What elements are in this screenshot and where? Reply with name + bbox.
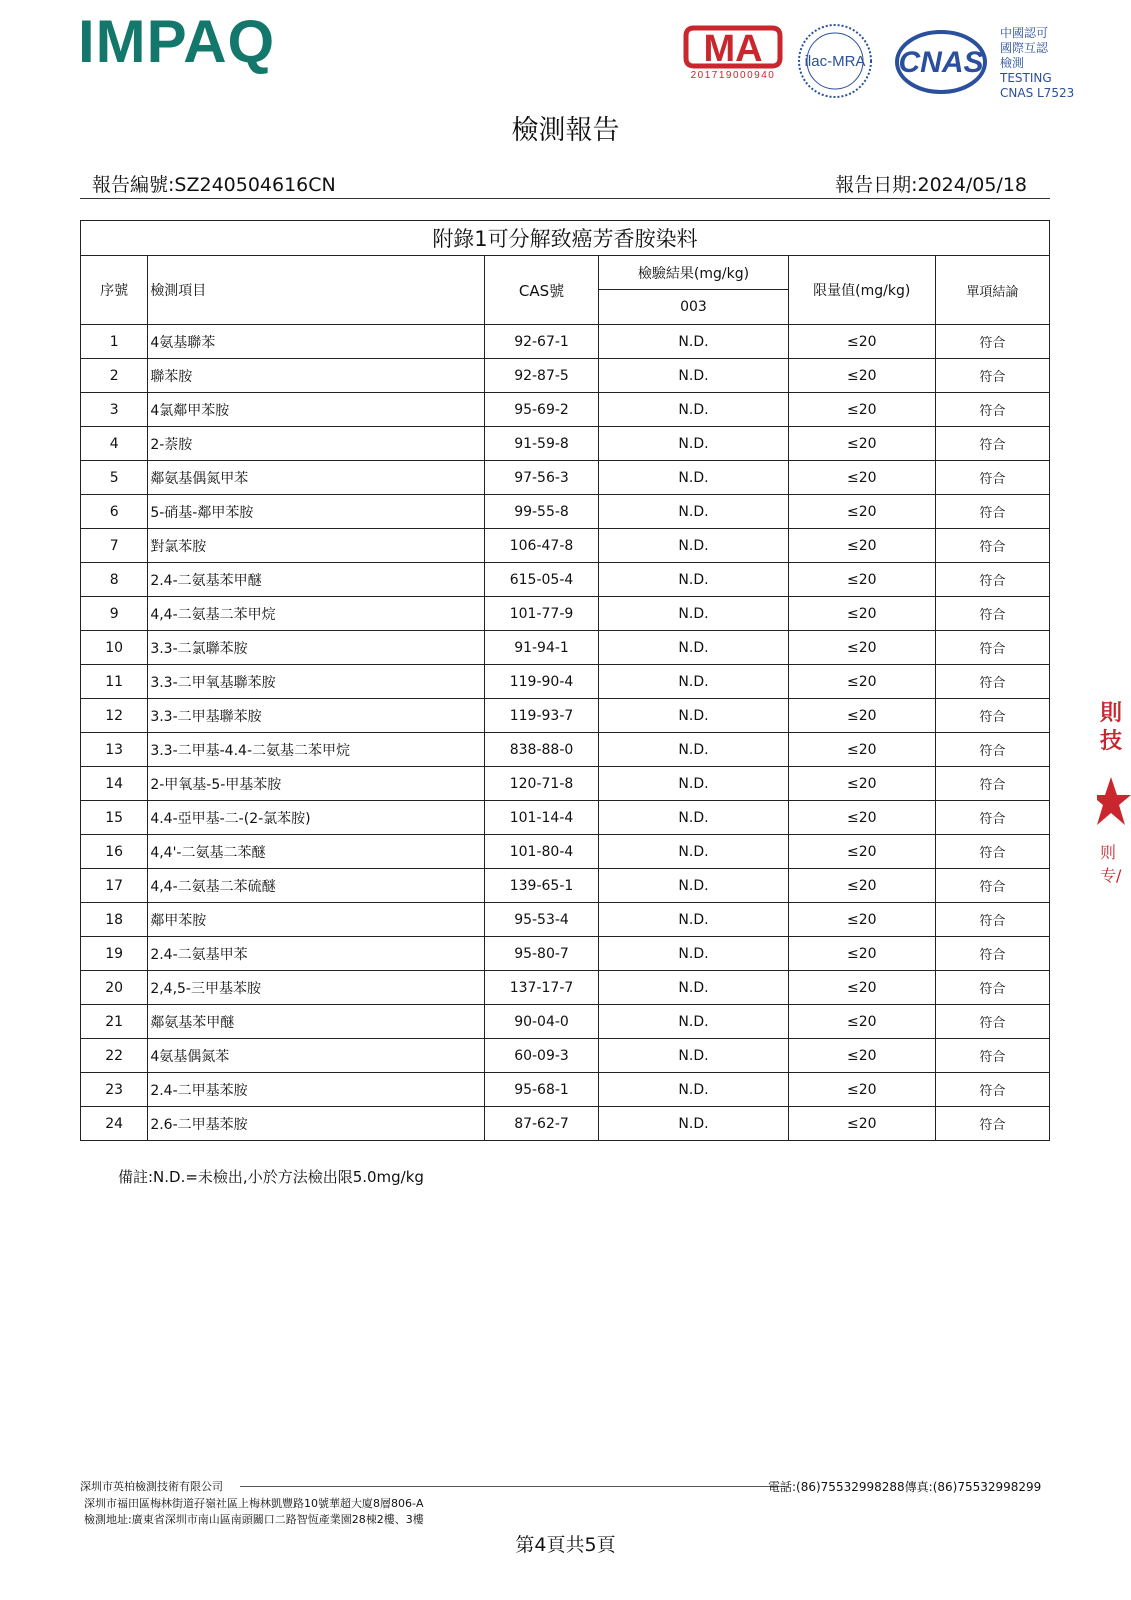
cell-no: 22 [81, 1039, 148, 1073]
cell-no: 17 [81, 869, 148, 903]
cell-no: 8 [81, 563, 148, 597]
cell-result: N.D. [599, 1039, 789, 1073]
cell-item: 3.3-二甲基-4.4-二氨基二苯甲烷 [148, 733, 485, 767]
cell-limit: ≤20 [788, 1107, 935, 1141]
cell-result: N.D. [599, 1005, 789, 1039]
cell-no: 3 [81, 393, 148, 427]
table-row [81, 767, 1050, 801]
cell-no: 13 [81, 733, 148, 767]
cell-limit: ≤20 [788, 1073, 935, 1107]
cell-conclusion: 符合 [935, 393, 1049, 427]
cell-result: N.D. [599, 971, 789, 1005]
cell-conclusion: 符合 [935, 1005, 1049, 1039]
header-item: 檢測項目 [148, 256, 485, 325]
cell-item: 4氨基偶氮苯 [148, 1039, 485, 1073]
cell-cas: 139-65-1 [484, 869, 598, 903]
table-row [81, 699, 1050, 733]
cell-limit: ≤20 [788, 767, 935, 801]
results-table [80, 220, 1050, 1141]
cell-no: 11 [81, 665, 148, 699]
table-row [81, 1039, 1050, 1073]
cell-item: 2.4-二甲基苯胺 [148, 1073, 485, 1107]
cell-item: 4氨基聯苯 [148, 325, 485, 359]
cell-limit: ≤20 [788, 699, 935, 733]
cell-conclusion: 符合 [935, 699, 1049, 733]
cell-no: 23 [81, 1073, 148, 1107]
table-row [81, 597, 1050, 631]
cell-no: 19 [81, 937, 148, 971]
cell-item: 2.4-二氨基甲苯 [148, 937, 485, 971]
cell-item: 4.4-亞甲基-二-(2-氯苯胺) [148, 801, 485, 835]
cell-limit: ≤20 [788, 529, 935, 563]
cell-cas: 119-90-4 [484, 665, 598, 699]
header-divider [80, 198, 1050, 199]
cell-result: N.D. [599, 903, 789, 937]
ilac-mra-seal [796, 22, 874, 100]
cell-conclusion: 符合 [935, 495, 1049, 529]
page-number: 第4頁共5頁 [515, 1534, 616, 1556]
cell-limit: ≤20 [788, 971, 935, 1005]
cell-result: N.D. [599, 1107, 789, 1141]
document-title: 檢測報告 [511, 115, 620, 146]
cell-limit: ≤20 [788, 733, 935, 767]
table-row [81, 1073, 1050, 1107]
cell-cas: 95-80-7 [484, 937, 598, 971]
cell-result: N.D. [599, 733, 789, 767]
table-row [81, 529, 1050, 563]
cell-limit: ≤20 [788, 495, 935, 529]
cell-no: 7 [81, 529, 148, 563]
cell-item: 3.3-二甲基聯苯胺 [148, 699, 485, 733]
cell-limit: ≤20 [788, 801, 935, 835]
cell-result: N.D. [599, 665, 789, 699]
cell-no: 10 [81, 631, 148, 665]
header-sample-id: 003 [599, 290, 789, 325]
cell-cas: 90-04-0 [484, 1005, 598, 1039]
cell-item: 5-硝基-鄰甲苯胺 [148, 495, 485, 529]
cell-limit: ≤20 [788, 665, 935, 699]
cell-no: 1 [81, 325, 148, 359]
cell-cas: 95-68-1 [484, 1073, 598, 1107]
header-cas: CAS號 [484, 256, 598, 325]
cell-no: 20 [81, 971, 148, 1005]
cell-conclusion: 符合 [935, 937, 1049, 971]
cell-conclusion: 符合 [935, 767, 1049, 801]
table-row [81, 631, 1050, 665]
table-row [81, 325, 1050, 359]
table-row [81, 835, 1050, 869]
cell-conclusion: 符合 [935, 359, 1049, 393]
side-stamp-fragment: 则专/ [1100, 843, 1122, 885]
table-row [81, 733, 1050, 767]
cell-item: 2.6-二甲基苯胺 [148, 1107, 485, 1141]
cell-limit: ≤20 [788, 869, 935, 903]
cell-conclusion: 符合 [935, 597, 1049, 631]
cell-limit: ≤20 [788, 937, 935, 971]
footer-test-address: 檢測地址:廣東省深圳市南山區南頭關口二路智恆產業園28棟2樓、3樓 [84, 1513, 424, 1526]
cell-limit: ≤20 [788, 461, 935, 495]
table-row [81, 801, 1050, 835]
cell-cas: 120-71-8 [484, 767, 598, 801]
cell-cas: 92-67-1 [484, 325, 598, 359]
cell-result: N.D. [599, 937, 789, 971]
cell-result: N.D. [599, 1073, 789, 1107]
cell-result: N.D. [599, 801, 789, 835]
cell-result: N.D. [599, 529, 789, 563]
cell-no: 16 [81, 835, 148, 869]
cell-cas: 106-47-8 [484, 529, 598, 563]
table-row [81, 495, 1050, 529]
side-stamp-text: 則 技 [1100, 701, 1123, 754]
table-row [81, 461, 1050, 495]
impaq-logo: IMPAQ [78, 8, 276, 75]
cell-conclusion: 符合 [935, 665, 1049, 699]
cell-no: 21 [81, 1005, 148, 1039]
footer-divider [240, 1486, 788, 1487]
footer-address: 深圳市福田區梅林街道孖嶺社區上梅林凱豐路10號華超大廈8層806-A [84, 1497, 424, 1510]
cell-cas: 87-62-7 [484, 1107, 598, 1141]
cell-conclusion: 符合 [935, 529, 1049, 563]
stamp-star-icon [1097, 775, 1131, 827]
cell-conclusion: 符合 [935, 971, 1049, 1005]
cell-item: 2,4,5-三甲基苯胺 [148, 971, 485, 1005]
header-limit: 限量值(mg/kg) [788, 256, 935, 325]
cell-item: 聯苯胺 [148, 359, 485, 393]
table-row [81, 359, 1050, 393]
cnas-text: CNAS [898, 46, 984, 79]
cell-no: 12 [81, 699, 148, 733]
cell-no: 4 [81, 427, 148, 461]
cell-no: 24 [81, 1107, 148, 1141]
cell-result: N.D. [599, 427, 789, 461]
cell-no: 5 [81, 461, 148, 495]
cell-item: 4,4'-二氨基二苯醚 [148, 835, 485, 869]
cell-no: 2 [81, 359, 148, 393]
cell-limit: ≤20 [788, 631, 935, 665]
cell-conclusion: 符合 [935, 1073, 1049, 1107]
cell-cas: 137-17-7 [484, 971, 598, 1005]
cell-item: 鄰氨基偶氮甲苯 [148, 461, 485, 495]
cell-item: 4,4-二氨基二苯甲烷 [148, 597, 485, 631]
table-row [81, 563, 1050, 597]
table-row [81, 869, 1050, 903]
remark-note: 備註:N.D.=未檢出,小於方法檢出限5.0mg/kg [118, 1168, 424, 1186]
cell-conclusion: 符合 [935, 427, 1049, 461]
cell-limit: ≤20 [788, 1005, 935, 1039]
cell-cas: 101-14-4 [484, 801, 598, 835]
cell-conclusion: 符合 [935, 835, 1049, 869]
cell-cas: 101-77-9 [484, 597, 598, 631]
cma-number: 201719000940 [690, 70, 776, 80]
cell-item: 鄰氨基苯甲醚 [148, 1005, 485, 1039]
cell-result: N.D. [599, 495, 789, 529]
cell-conclusion: 符合 [935, 1039, 1049, 1073]
cell-result: N.D. [599, 835, 789, 869]
header-no: 序號 [81, 256, 148, 325]
cell-conclusion: 符合 [935, 869, 1049, 903]
cell-result: N.D. [599, 359, 789, 393]
cell-result: N.D. [599, 563, 789, 597]
cell-item: 3.3-二甲氧基聯苯胺 [148, 665, 485, 699]
report-number: 報告編號:SZ240504616CN [92, 174, 336, 196]
cell-item: 4,4-二氨基二苯硫醚 [148, 869, 485, 903]
cell-conclusion: 符合 [935, 801, 1049, 835]
table-row [81, 903, 1050, 937]
cell-no: 18 [81, 903, 148, 937]
table-row [81, 665, 1050, 699]
cell-cas: 92-87-5 [484, 359, 598, 393]
cma-seal [680, 22, 786, 80]
cell-cas: 95-69-2 [484, 393, 598, 427]
cell-result: N.D. [599, 325, 789, 359]
header-conclusion: 單項結論 [935, 256, 1049, 325]
cell-conclusion: 符合 [935, 1107, 1049, 1141]
cell-result: N.D. [599, 869, 789, 903]
cell-item: 4氯鄰甲苯胺 [148, 393, 485, 427]
footer-phone-fax: 電話:(86)75532998288傳真:(86)75532998299 [768, 1480, 1042, 1494]
cell-no: 14 [81, 767, 148, 801]
table-row [81, 393, 1050, 427]
cma-seal-text: MA [703, 28, 763, 70]
cnas-accreditation-text: 中國認可 國際互認 檢測 TESTING CNAS L7523 [1000, 26, 1075, 100]
cell-limit: ≤20 [788, 1039, 935, 1073]
cell-cas: 615-05-4 [484, 563, 598, 597]
header-result: 檢驗結果(mg/kg) [599, 256, 789, 290]
cell-result: N.D. [599, 767, 789, 801]
cell-limit: ≤20 [788, 597, 935, 631]
cell-limit: ≤20 [788, 835, 935, 869]
cell-no: 6 [81, 495, 148, 529]
cell-cas: 99-55-8 [484, 495, 598, 529]
cell-cas: 119-93-7 [484, 699, 598, 733]
cell-no: 9 [81, 597, 148, 631]
cell-cas: 91-94-1 [484, 631, 598, 665]
cell-cas: 95-53-4 [484, 903, 598, 937]
cell-conclusion: 符合 [935, 631, 1049, 665]
cell-limit: ≤20 [788, 563, 935, 597]
cell-limit: ≤20 [788, 903, 935, 937]
table-row [81, 1005, 1050, 1039]
cell-result: N.D. [599, 631, 789, 665]
table-row [81, 1107, 1050, 1141]
footer-company: 深圳市英柏檢測技術有限公司 [80, 1480, 223, 1493]
cell-cas: 91-59-8 [484, 427, 598, 461]
cell-conclusion: 符合 [935, 325, 1049, 359]
table-row [81, 971, 1050, 1005]
cell-item: 3.3-二氯聯苯胺 [148, 631, 485, 665]
cell-result: N.D. [599, 699, 789, 733]
cell-item: 鄰甲苯胺 [148, 903, 485, 937]
cell-limit: ≤20 [788, 325, 935, 359]
table-row [81, 937, 1050, 971]
cell-limit: ≤20 [788, 359, 935, 393]
cell-no: 15 [81, 801, 148, 835]
cell-conclusion: 符合 [935, 461, 1049, 495]
cell-cas: 60-09-3 [484, 1039, 598, 1073]
report-date: 報告日期:2024/05/18 [835, 174, 1027, 196]
cell-item: 2-甲氧基-5-甲基苯胺 [148, 767, 485, 801]
cell-conclusion: 符合 [935, 563, 1049, 597]
cell-item: 2.4-二氨基苯甲醚 [148, 563, 485, 597]
cell-conclusion: 符合 [935, 903, 1049, 937]
table-caption: 附錄1可分解致癌芳香胺染料 [81, 221, 1050, 256]
cell-result: N.D. [599, 597, 789, 631]
cell-cas: 101-80-4 [484, 835, 598, 869]
cnas-seal [893, 28, 989, 96]
cell-result: N.D. [599, 393, 789, 427]
cell-cas: 838-88-0 [484, 733, 598, 767]
table-row [81, 427, 1050, 461]
cell-item: 2-萘胺 [148, 427, 485, 461]
ilac-text: ilac-MRA [804, 53, 866, 70]
cell-limit: ≤20 [788, 393, 935, 427]
cell-result: N.D. [599, 461, 789, 495]
cell-limit: ≤20 [788, 427, 935, 461]
cell-cas: 97-56-3 [484, 461, 598, 495]
cell-item: 對氯苯胺 [148, 529, 485, 563]
cell-conclusion: 符合 [935, 733, 1049, 767]
